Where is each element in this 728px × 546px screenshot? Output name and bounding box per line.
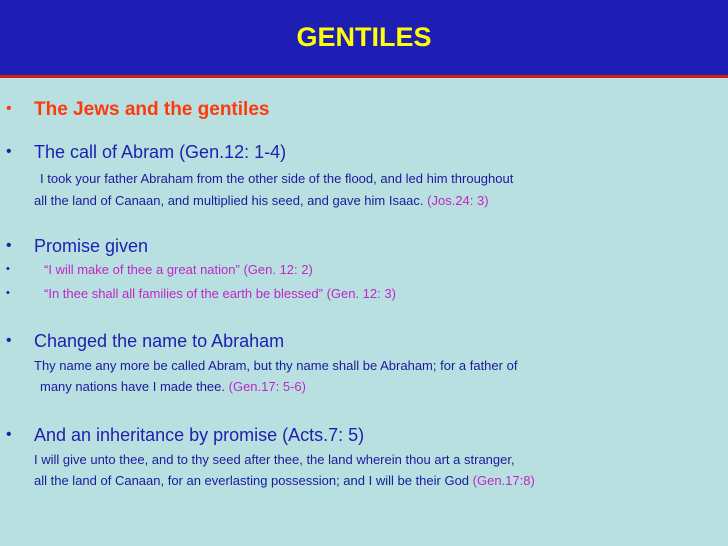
promise-quote-1-ref: (Gen. 12: 2) [243,262,313,277]
heading-jews-and-gentiles: The Jews and the gentiles [34,99,270,120]
inherit-reference: (Gen.17:8) [472,473,535,488]
bullet: • [6,426,12,443]
name-reference: (Gen.17: 5-6) [228,379,306,394]
call-line-2 [34,193,489,208]
name-line-2-text: many nations have I made thee. [40,379,226,394]
promise-quote-1 [44,262,313,277]
name-line-1: Thy name any more be called Abram, but thy name shall be Abraham; for a father of [34,358,518,373]
heading-changed-name: Changed the name to Abraham [34,331,285,351]
bullet: • [6,263,10,275]
name-line-2 [40,379,306,394]
call-line-2-text: all the land of Canaan, and multiplied his seed, and gave him Isaac. [34,193,424,208]
promise-quote-2-ref: (Gen. 12: 3) [326,286,396,301]
bullet: • [6,237,12,254]
heading-call-of-abram: The call of Abram (Gen.12: 1-4) [34,142,287,162]
bullet: • [6,332,12,349]
call-reference: (Jos.24: 3) [427,193,489,208]
inherit-line-1: I will give unto thee, and to thy seed after thee, the land wherein thou art a stranger, [34,452,515,467]
inherit-line-2 [34,473,535,488]
heading-promise-given: Promise given [34,236,149,256]
bullet: • [6,100,12,117]
bullet: • [6,143,12,160]
call-line-1: I took your father Abraham from the other side of the flood, and led him throughout [40,171,514,186]
inherit-line-2-text: all the land of Canaan, for an everlasting possession; and I will be their God [34,473,470,488]
bullet: • [6,287,10,299]
title-bar [0,0,728,78]
promise-quote-2-text: “In thee shall all families of the earth be blessed” [44,286,323,301]
slide-title: GENTILES [296,22,432,52]
promise-quote-2 [44,286,396,301]
heading-inheritance: And an inheritance by promise (Acts.7: 5) [34,425,365,445]
promise-quote-1-text: “I will make of thee a great nation” [44,262,240,277]
